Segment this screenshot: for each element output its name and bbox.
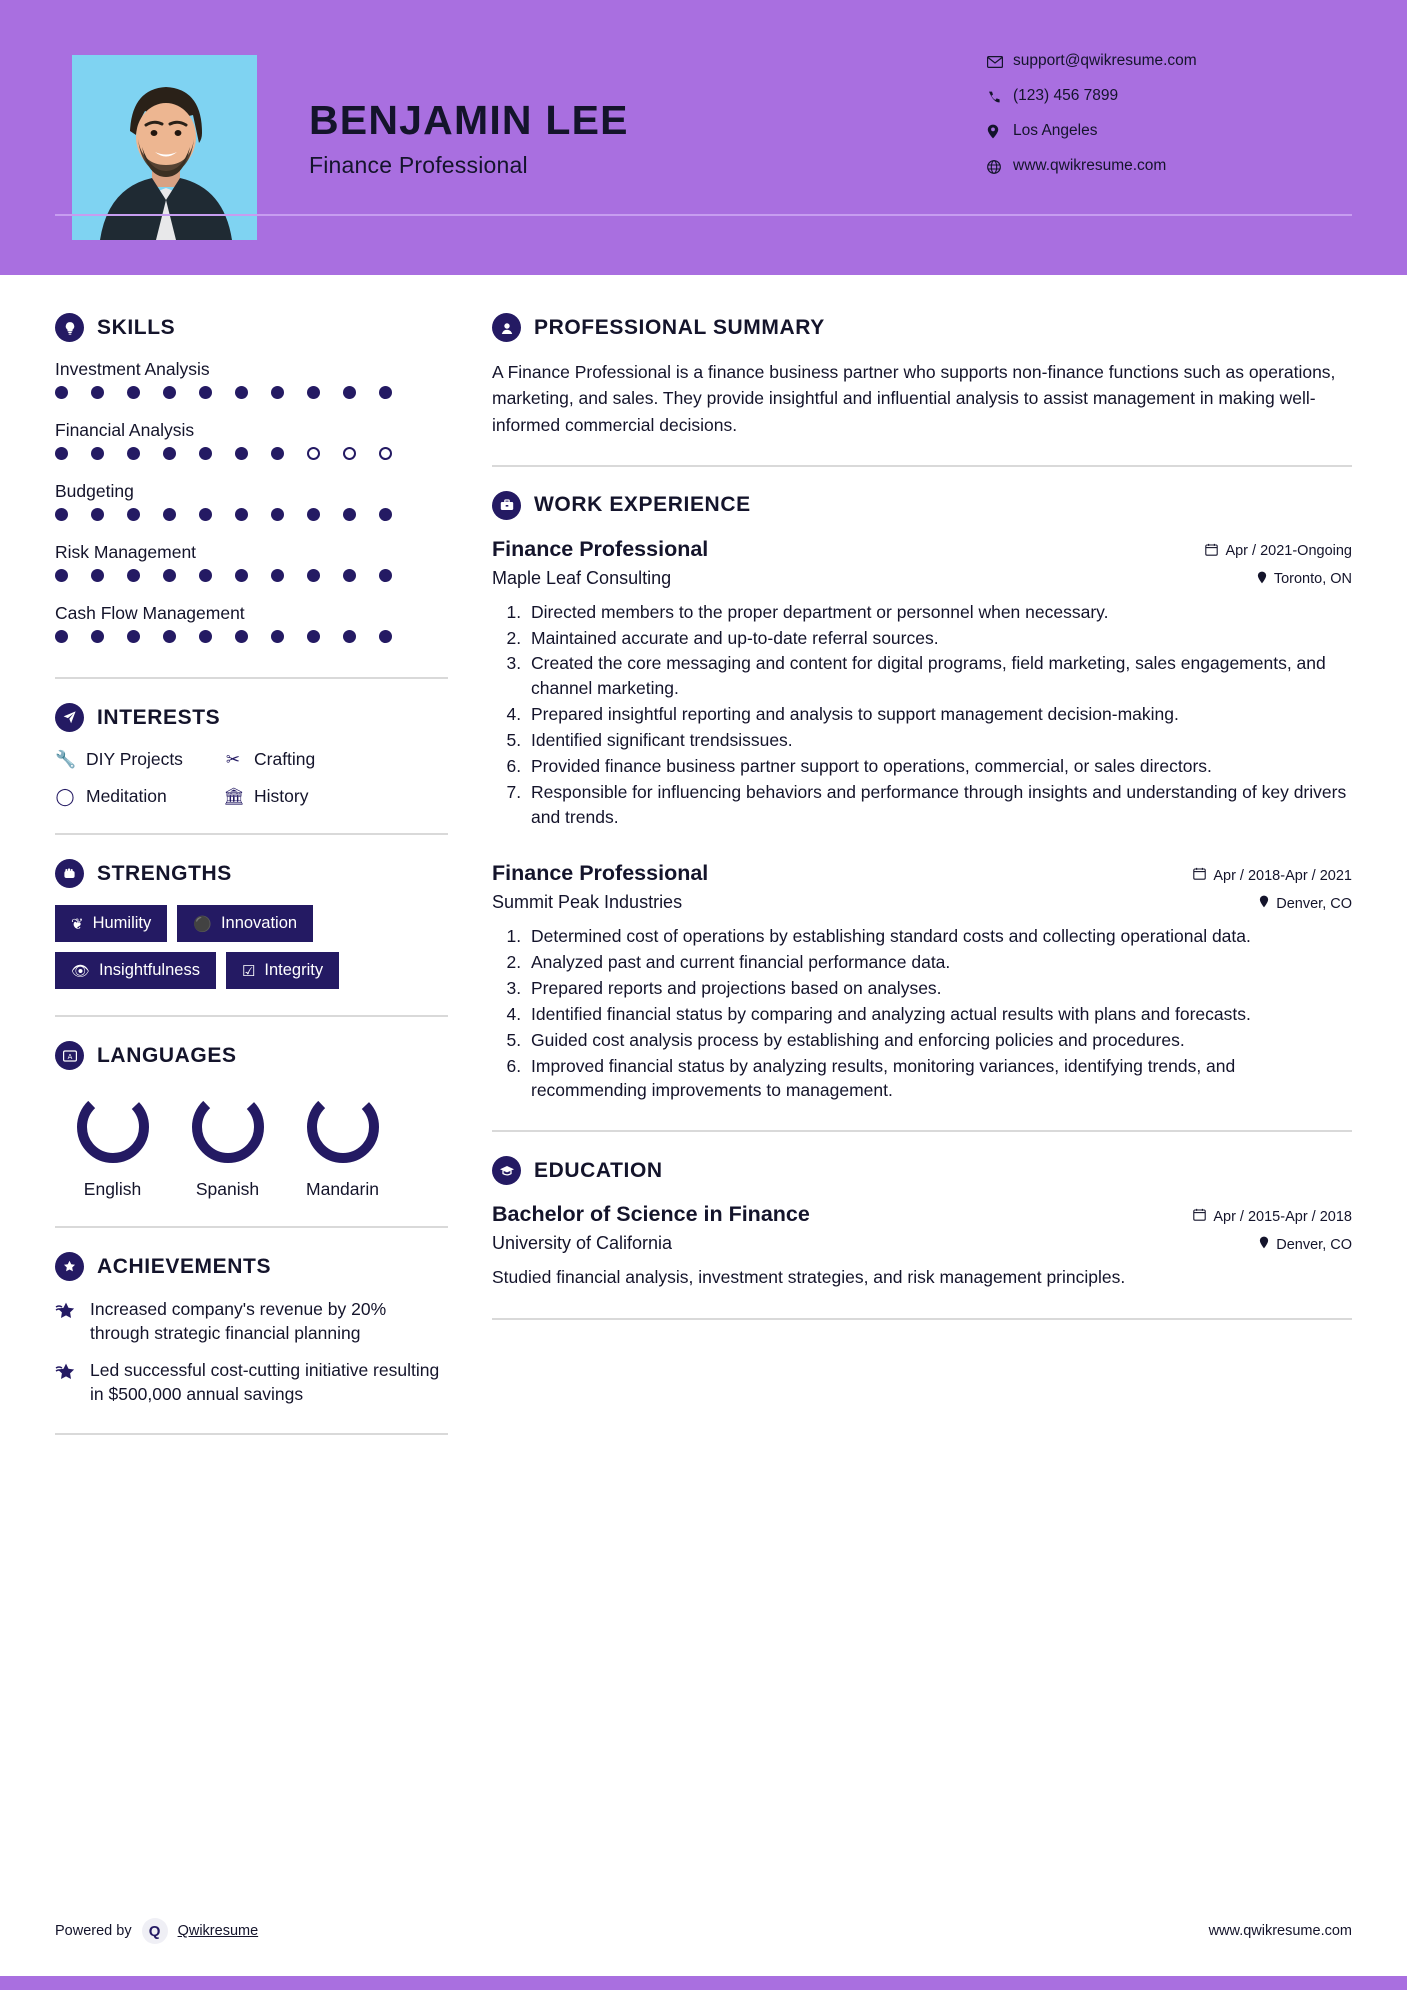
rating-dot [235,569,271,582]
rating-dot [199,508,235,521]
rating-dot [163,508,199,521]
avatar [72,55,257,240]
rating-dot [343,630,379,643]
achievement-text: Led successful cost-cutting initiative resulting in $500,000 annual savings [90,1360,440,1404]
strengths-heading [55,859,448,888]
skill-rating [55,447,448,468]
languages-heading [55,1041,448,1070]
graduation-cap-icon [492,1156,521,1185]
calendar-icon [1205,543,1218,560]
calendar-icon [1193,867,1206,884]
skill-label: Cash Flow Management [55,603,245,623]
education-title: EDUCATION [534,1158,663,1182]
job-entry [492,537,1352,830]
rating-dot [55,447,91,460]
language-item [170,1087,285,1200]
section-interests [55,703,448,807]
rating-dot [343,508,379,521]
job-title: Finance Professional [492,536,709,561]
language-label: Mandarin [306,1179,379,1199]
leaf-icon: ❦ [71,915,84,933]
star-badge-icon [55,1252,84,1281]
contact-email-value: support@qwikresume.com [1013,52,1197,69]
rating-dot [55,630,91,643]
rating-dot [379,508,415,521]
languages-list [55,1087,448,1200]
language-label: Spanish [195,1179,260,1199]
section-work-experience [492,491,1352,1104]
sidebar-divider [55,833,448,835]
rating-dot [379,569,415,582]
interests-title: INTERESTS [97,705,221,729]
main-divider [492,465,1352,467]
skill-item [55,603,448,651]
lightbulb-icon [55,313,84,342]
achievement-text: Increased company's revenue by 20% through strategic financial planning [90,1299,387,1343]
user-circle-icon [492,313,521,342]
job-bullet: 7. Responsible for influencing behaviors and performance through insights and understanding of key drivers and trends. [526,780,1352,830]
rating-dot [127,447,163,460]
section-achievements [55,1252,448,1407]
rating-dot [91,447,127,460]
skill-rating [55,508,448,529]
job-bullet: 4. Identified financial status by comparing and analyzing actual results with plans and forecasts. [526,1002,1352,1027]
school-name: University of California [492,1233,673,1254]
globe-icon [987,158,1013,175]
scissors-icon: ✂ [225,749,241,769]
rating-dot [127,386,163,399]
strength-label: Innovation [220,914,298,932]
rating-dot [379,630,415,643]
rating-dot [307,630,343,643]
skill-label: Risk Management [55,542,197,562]
interest-item [55,749,223,770]
degree-title: Bachelor of Science in Finance [492,1202,810,1227]
svg-text:A: A [67,1053,72,1061]
rating-dot [235,386,271,399]
qwikresume-logo-icon: Q [142,1918,168,1944]
interest-item [223,786,448,807]
job-subheader [492,568,1352,589]
interest-item [223,749,448,770]
job-header [492,861,1352,886]
strength-label: Integrity [264,961,324,979]
sidebar-divider [55,1015,448,1017]
header-divider [55,214,1352,216]
job-dates-value: Apr / 2018-Apr / 2021 [1213,867,1352,884]
job-location-value: Denver, CO [1276,895,1352,912]
job-subheader [492,892,1352,913]
contact-location-value: Los Angeles [1013,122,1098,139]
rating-dot [91,569,127,582]
interest-label: DIY Projects [86,749,183,769]
rating-dot [163,447,199,460]
skill-label: Investment Analysis [55,359,210,379]
achievements-title: ACHIEVEMENTS [97,1254,272,1278]
language-item [285,1087,400,1200]
rating-dot [91,386,127,399]
footer-brand [55,1918,258,1944]
star-icon [55,1298,77,1345]
resume-header [0,0,1407,275]
job-bullet: 5. Identified significant trendsissues. [526,728,1352,753]
strength-label: Insightfulness [99,961,200,979]
languages-title: LANGUAGES [97,1043,237,1067]
rating-dot [235,447,271,460]
interests-list [55,749,448,807]
job-dates [1193,867,1352,884]
interest-label: Crafting [254,749,316,769]
strength-chip [55,905,167,942]
interest-label: History [254,786,309,806]
education-location-value: Denver, CO [1276,1236,1352,1253]
education-heading [492,1156,1352,1185]
strength-label: Humility [92,914,152,932]
language-progress-ring [303,1087,383,1167]
main-divider [492,1318,1352,1320]
job-bullets [526,600,1352,830]
work-title: WORK EXPERIENCE [534,493,751,517]
rating-dot [199,569,235,582]
job-bullet: 6. Provided finance business partner support to operations, commercial, or sales directors. [526,754,1352,779]
rating-dot-empty [379,447,415,460]
achievement-item [55,1359,448,1406]
rating-dot [307,386,343,399]
rating-dot-empty [307,447,343,460]
job-dates-value: Apr / 2021-Ongoing [1225,543,1352,560]
powered-by-label: Powered by [55,1923,132,1939]
achievement-item [55,1298,448,1345]
footer-website: www.qwikresume.com [1208,1923,1352,1939]
job-bullet: 1. Directed members to the proper department or personnel when necessary. [526,600,1352,625]
skill-rating [55,386,448,407]
candidate-role: Finance Professional [309,151,528,178]
qwikresume-link[interactable]: Qwikresume [177,1923,259,1939]
footer-accent-bar [0,1976,1407,1990]
rating-dot [379,386,415,399]
summary-text: A Finance Professional is a finance business partner who supports non-finance functions such as operations, marketing, and sales. They provide insightful and influential analysis to assist management in making well-informed commercial decisions. [492,362,1336,435]
education-dates-value: Apr / 2015-Apr / 2018 [1213,1208,1352,1225]
rating-dot [163,569,199,582]
paper-plane-icon [55,703,84,732]
contact-website-value: www.qwikresume.com [1013,157,1167,174]
location-pin-icon [1259,1236,1269,1253]
eye-icon: 👁 [71,962,91,980]
sidebar-divider [55,1433,448,1435]
job-bullet: 5. Guided cost analysis process by establishing and enforcing policies and procedures. [526,1028,1352,1053]
skills-title: SKILLS [97,315,176,339]
sidebar-divider [55,677,448,679]
check-square-icon: ☑ [241,962,256,980]
skill-item [55,542,448,590]
section-strengths [55,859,448,989]
job-company: Summit Peak Industries [492,892,683,913]
interests-heading [55,703,448,732]
section-languages [55,1041,448,1200]
education-dates [1193,1208,1352,1225]
job-entry [492,861,1352,1103]
main-content [492,275,1407,1459]
wrench-icon: 🔧 [55,749,77,769]
rating-dot [91,508,127,521]
strength-chip [226,952,339,989]
strengths-title: STRENGTHS [97,861,232,885]
summary-heading [492,313,1352,342]
rating-dot-empty [343,447,379,460]
contact-website[interactable] [987,157,1337,175]
job-bullet: 6. Improved financial status by analyzing results, monitoring variances, identifying trends, and recommending improvements to management. [526,1054,1352,1104]
fist-icon [55,859,84,888]
job-bullet: 4. Prepared insightful reporting and analysis to support management decision-making. [526,702,1352,727]
sidebar [0,275,492,1459]
skills-list [55,359,448,651]
job-bullets [526,924,1352,1103]
rating-dot [55,569,91,582]
job-bullet: 3. Created the core messaging and content for digital programs, field marketing, sales engagements, and channel marketing. [526,651,1352,701]
job-location-value: Toronto, ON [1273,571,1352,588]
skill-item [55,359,448,407]
education-subheader [492,1233,1352,1254]
rating-dot [163,630,199,643]
strengths-list [55,905,395,989]
language-label: English [83,1179,142,1199]
rating-dot [307,569,343,582]
rating-dot [163,386,199,399]
education-header [492,1202,1352,1227]
achievements-heading [55,1252,448,1281]
rating-dot [199,630,235,643]
section-skills [55,313,448,651]
phone-icon [987,88,1013,105]
strength-chip [177,905,313,942]
rating-dot [271,508,307,521]
location-pin-icon [987,123,1013,140]
rating-dot [235,630,271,643]
skills-heading [55,313,448,342]
job-bullet: 3. Prepared reports and projections based on analyses. [526,976,1352,1001]
resume-body [0,275,1407,1459]
skill-item [55,481,448,529]
star-icon [55,1359,77,1406]
rating-dot [55,386,91,399]
skill-label: Financial Analysis [55,420,195,440]
language-progress-ring [73,1087,153,1167]
candidate-name: BENJAMIN LEE [309,97,629,144]
summary-title: PROFESSIONAL SUMMARY [534,315,825,339]
interest-label: Meditation [86,786,167,806]
bulb-icon: ⚫ [193,915,212,933]
job-header [492,537,1352,562]
page-footer [55,1918,1352,1944]
rating-dot [199,386,235,399]
bank-icon: 🏛 [223,786,245,806]
rating-dot [271,569,307,582]
rating-dot [127,630,163,643]
circle-icon: ◯ [55,786,75,806]
name-block [309,98,629,196]
education-location [1259,1236,1352,1253]
job-bullet: 1. Determined cost of operations by establishing standard costs and collecting operational data. [526,924,1352,949]
rating-dot [55,508,91,521]
rating-dot [91,630,127,643]
job-bullet: 2. Analyzed past and current financial performance data. [526,950,1352,975]
interest-item [55,786,223,807]
skill-item [55,420,448,468]
work-heading [492,491,1352,520]
skill-label: Budgeting [55,481,134,501]
job-location [1257,571,1352,588]
contact-email[interactable] [987,52,1337,70]
rating-dot [127,508,163,521]
rating-dot [127,569,163,582]
rating-dot [199,447,235,460]
job-location [1259,895,1352,912]
rating-dot [307,508,343,521]
skill-rating [55,569,448,590]
section-professional-summary [492,313,1352,438]
section-education [492,1156,1352,1290]
rating-dot [271,386,307,399]
location-pin-icon [1259,895,1269,912]
rating-dot [271,447,307,460]
rating-dot [235,508,271,521]
language-icon [55,1041,84,1070]
envelope-icon [987,53,1013,70]
rating-dot [343,386,379,399]
sidebar-divider [55,1226,448,1228]
language-item [55,1087,170,1200]
job-company: Maple Leaf Consulting [492,567,672,588]
contact-phone[interactable] [987,87,1337,105]
main-divider [492,1130,1352,1132]
calendar-icon [1193,1208,1206,1225]
rating-dot [271,630,307,643]
briefcase-icon [492,491,521,520]
contact-phone-value: (123) 456 7899 [1013,87,1119,104]
job-title: Finance Professional [492,861,709,886]
skill-rating [55,630,448,651]
job-bullet: 2. Maintained accurate and up-to-date referral sources. [526,626,1352,651]
rating-dot [343,569,379,582]
job-dates [1205,543,1352,560]
contact-location[interactable] [987,122,1337,140]
contact-list [987,0,1407,192]
header-identity [0,0,987,240]
location-pin-icon [1257,571,1267,588]
education-description: Studied financial analysis, investment strategies, and risk management principles. [492,1267,1126,1288]
language-progress-ring [188,1087,268,1167]
strength-chip [55,952,216,989]
